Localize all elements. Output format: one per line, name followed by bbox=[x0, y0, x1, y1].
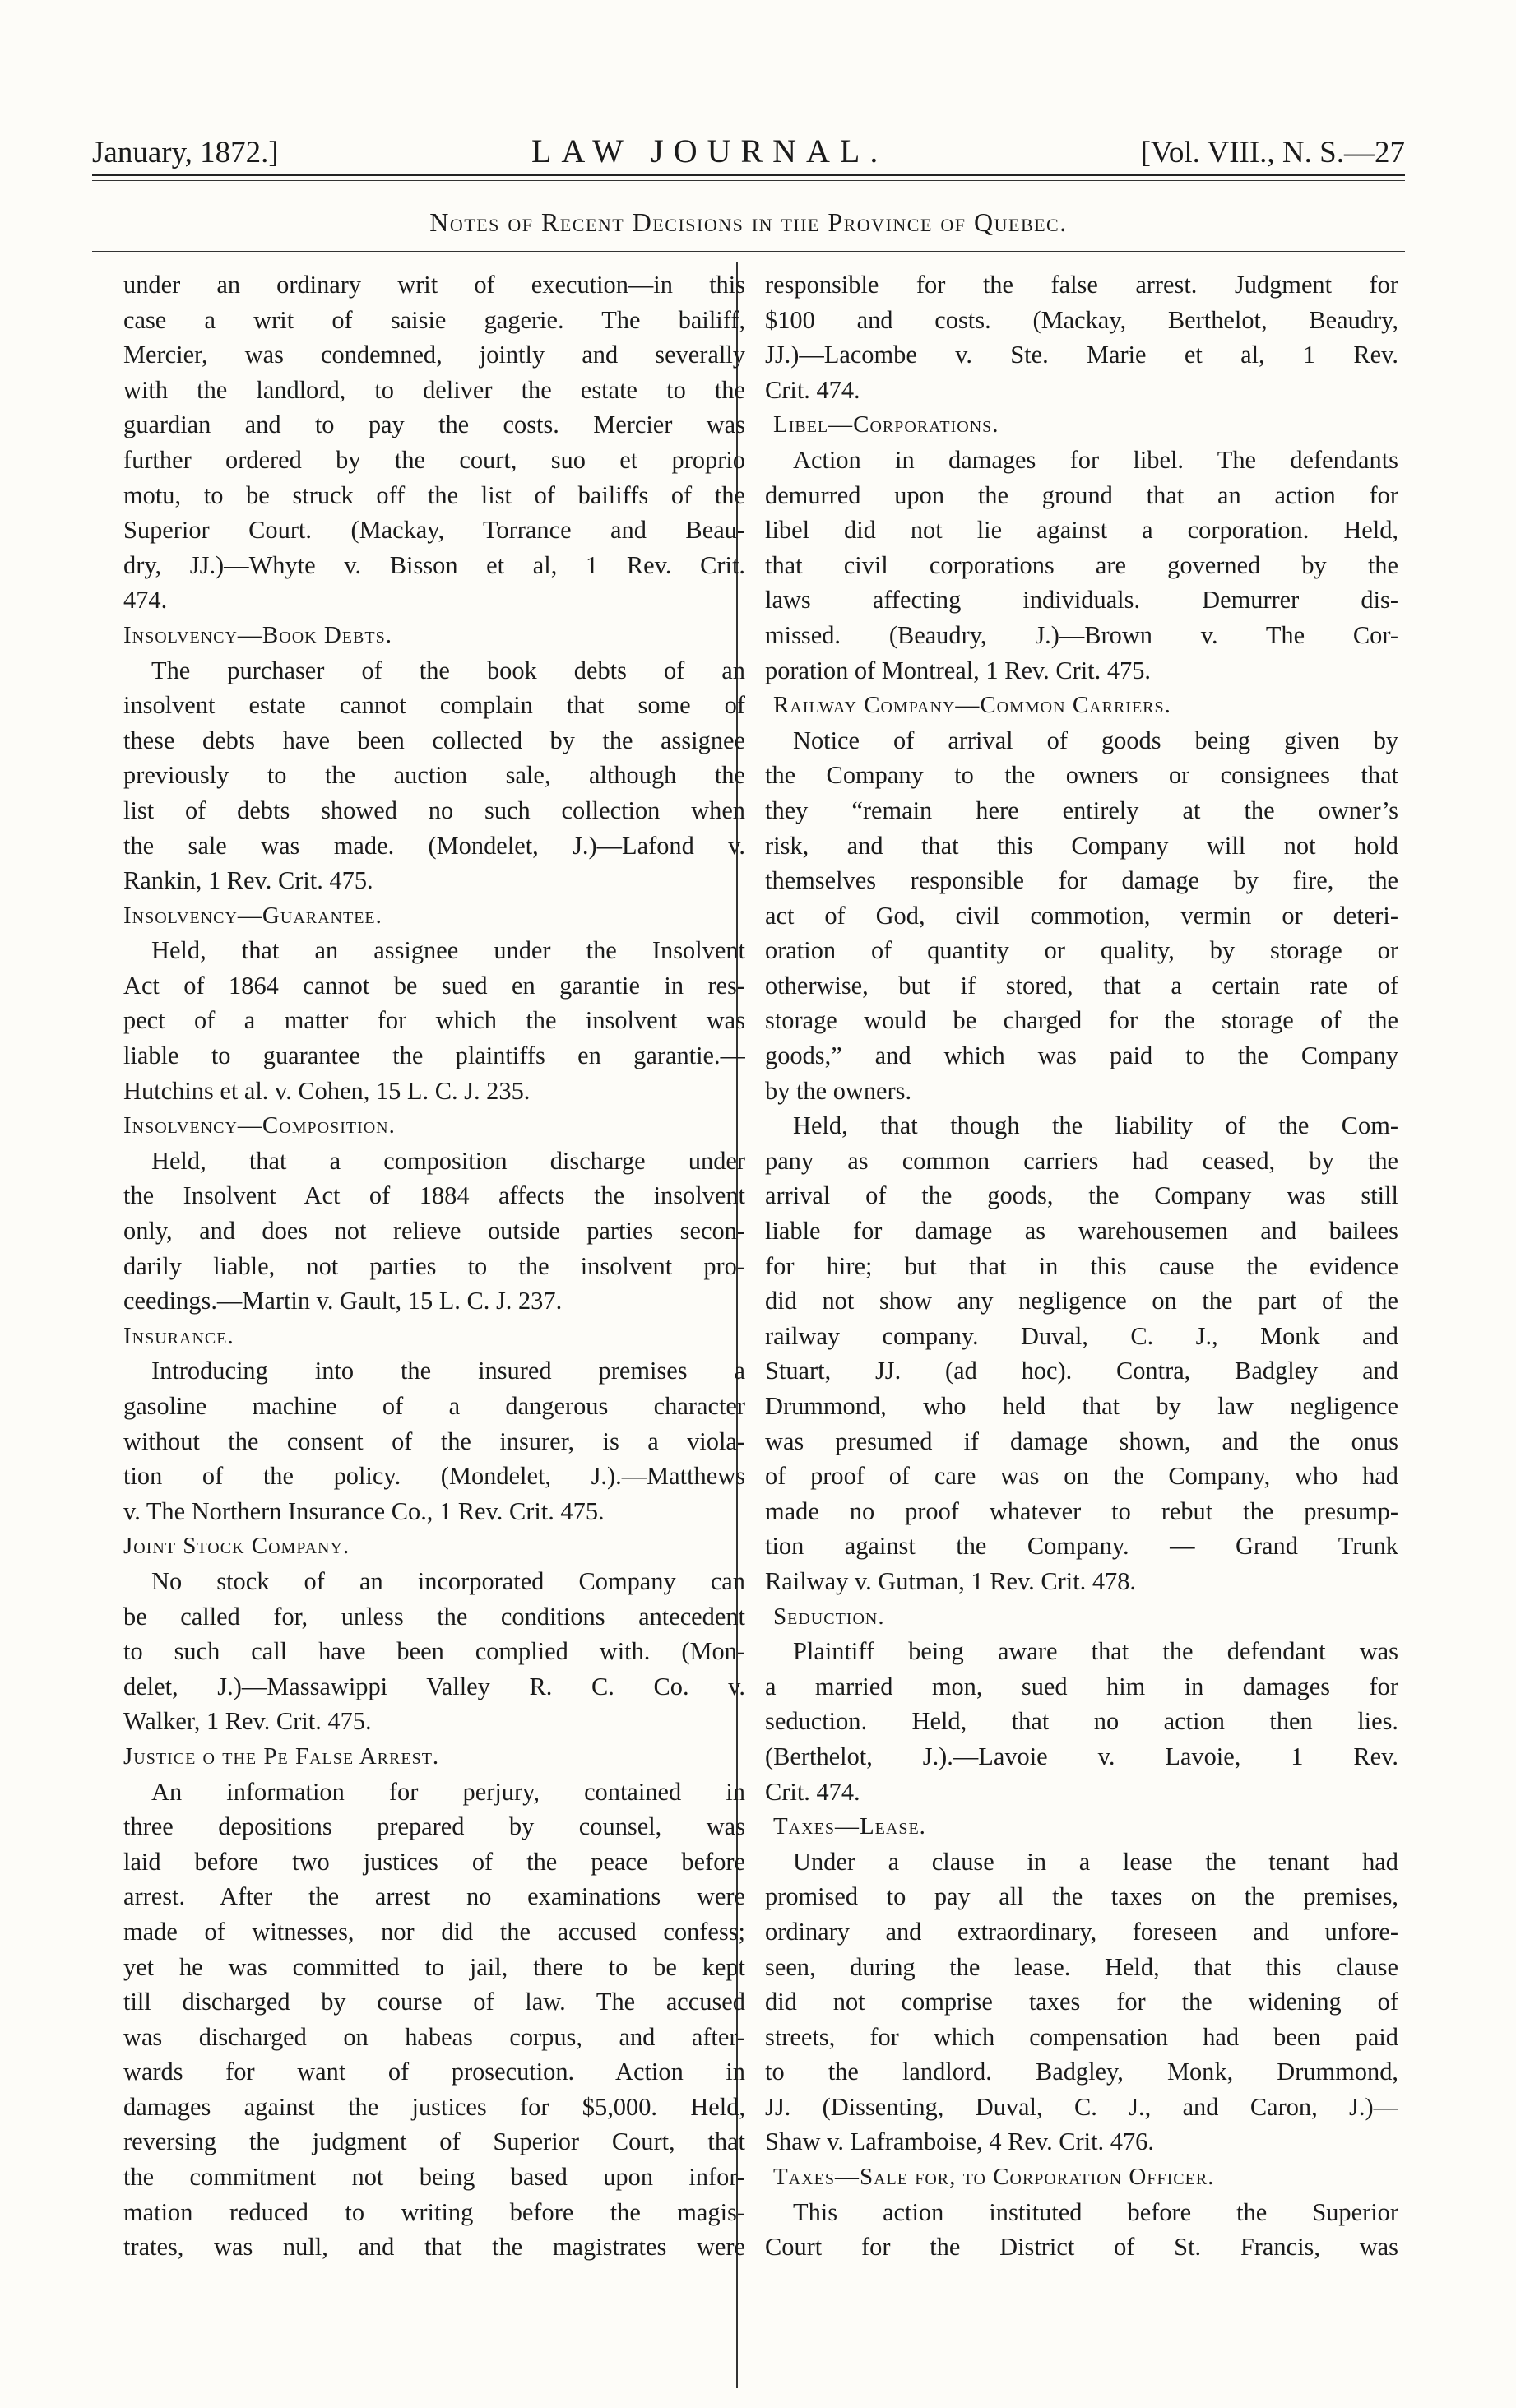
text-line: darily liable, not parties to the insolvent pro- bbox=[123, 1251, 745, 1280]
section-title: Notes of Recent Decisions in the Province of Quebec. bbox=[429, 207, 1068, 237]
text-line: libel did not lie against a corporation. Held, bbox=[765, 516, 1398, 545]
text-line: pect of a matter for which the insolvent was bbox=[123, 1006, 745, 1035]
text-line: JJ.)—Lacombe v. Ste. Marie et al, 1 Rev. bbox=[765, 341, 1398, 369]
journal-title: LAW JOURNAL. bbox=[531, 132, 888, 169]
text-line: An information for perjury, contained in bbox=[151, 1777, 745, 1806]
text-line: made no proof whatever to rebut the presump- bbox=[765, 1496, 1398, 1525]
text-line: gasoline machine of a dangerous character bbox=[123, 1392, 745, 1420]
text-line: The purchaser of the book debts of an bbox=[151, 656, 745, 684]
text-line: This action instituted before the Superior bbox=[793, 2197, 1398, 2226]
text-line: to such call have been complied with. (Mon- bbox=[123, 1637, 745, 1666]
text-line: the sale was made. (Mondelet, J.)—Lafond v. bbox=[123, 831, 745, 860]
text-line: Act of 1864 cannot be sued en garantie in res- bbox=[123, 971, 745, 1000]
text-line: streets, for which compensation had been paid bbox=[765, 2022, 1398, 2051]
header-rule-top bbox=[92, 174, 1405, 176]
case-heading: Justice o the Pe False Arrest. bbox=[123, 1742, 440, 1770]
text-line: that civil corporations are governed by the bbox=[765, 550, 1398, 579]
text-line: Introducing into the insured premises a bbox=[151, 1357, 745, 1385]
text-line: act of God, civil commotion, vermin or deteri- bbox=[765, 901, 1398, 930]
text-line: Held, that an assignee under the Insolvent bbox=[151, 936, 745, 965]
text-line: yet he was committed to jail, there to be kept bbox=[123, 1952, 745, 1981]
text-line: delet, J.)—Massawippi Valley R. C. Co. v. bbox=[123, 1672, 745, 1700]
text-line: Plaintiff being aware that the defendant was bbox=[793, 1637, 1398, 1666]
text-line: list of debts showed no such collection when bbox=[123, 796, 745, 824]
volume-page: [Vol. VIII., N. S.—27 bbox=[1140, 136, 1405, 169]
header-rule-bottom bbox=[92, 180, 1405, 181]
text-line: Held, that a composition discharge under bbox=[151, 1146, 745, 1175]
text-line: under an ordinary writ of execution—in this bbox=[123, 271, 745, 299]
text-line: wards for want of prosecution. Action in bbox=[123, 2058, 745, 2086]
case-heading: Libel—Corporations. bbox=[773, 411, 999, 438]
issue-date: January, 1872.] bbox=[92, 136, 279, 169]
text-line: storage would be charged for the storage of the bbox=[765, 1006, 1398, 1035]
text-line: motu, to be struck off the list of bailiffs of the bbox=[123, 480, 745, 509]
text-line: previously to the auction sale, although the bbox=[123, 761, 745, 790]
text-line: tion against the Company. — Grand Trunk bbox=[765, 1532, 1398, 1561]
text-line: they “remain here entirely at the owner’s bbox=[765, 796, 1398, 824]
text-line: Mercier, was condemned, jointly and severally bbox=[123, 341, 745, 369]
case-heading: Taxes—Sale for, to Corporation Officer. bbox=[773, 2164, 1215, 2191]
text-line: did not show any negligence on the part of the bbox=[765, 1287, 1398, 1315]
text-line: arrival of the goods, the Company was still bbox=[765, 1181, 1398, 1210]
text-line: these debts have been collected by the assignee bbox=[123, 726, 745, 754]
text-line: made of witnesses, nor did the accused confess; bbox=[123, 1917, 745, 1946]
text-line: tion of the policy. (Mondelet, J.).—Matthews bbox=[123, 1462, 745, 1491]
case-heading: Insolvency—Composition. bbox=[123, 1112, 396, 1139]
text-line: arrest. After the arrest no examinations were bbox=[123, 1882, 745, 1911]
text-line: No stock of an incorporated Company can bbox=[151, 1566, 745, 1595]
text-line: Rankin, 1 Rev. Crit. 475. bbox=[123, 866, 373, 895]
text-line: was discharged on habeas corpus, and after- bbox=[123, 2022, 745, 2051]
text-line: liable to guarantee the plaintiffs en garantie.— bbox=[123, 1042, 745, 1070]
text-line: seen, during the lease. Held, that this clause bbox=[765, 1952, 1398, 1981]
text-line: railway company. Duval, C. J., Monk and bbox=[765, 1321, 1398, 1350]
case-heading: Railway Company—Common Carriers. bbox=[773, 692, 1171, 719]
text-line: case a writ of saisie gagerie. The bailiff, bbox=[123, 305, 745, 334]
text-line: by the owners. bbox=[765, 1076, 912, 1105]
case-heading: Insolvency—Guarantee. bbox=[123, 902, 382, 929]
text-line: risk, and that this Company will not hold bbox=[765, 831, 1398, 860]
text-line: laws affecting individuals. Demurrer dis- bbox=[765, 586, 1398, 615]
text-line: further ordered by the court, suo et proprio bbox=[123, 445, 745, 474]
text-line: to the landlord. Badgley, Monk, Drummond, bbox=[765, 2058, 1398, 2086]
text-line: the Insolvent Act of 1884 affects the insolvent bbox=[123, 1181, 745, 1210]
text-line: Notice of arrival of goods being given by bbox=[793, 726, 1398, 754]
text-line: poration of Montreal, 1 Rev. Crit. 475. bbox=[765, 656, 1152, 684]
text-line: 474. bbox=[123, 586, 168, 615]
text-line: missed. (Beaudry, J.)—Brown v. The Cor- bbox=[765, 620, 1398, 649]
text-line: Drummond, who held that by law negligence bbox=[765, 1392, 1398, 1420]
text-line: of proof of care was on the Company, who had bbox=[765, 1462, 1398, 1491]
text-line: responsible for the false arrest. Judgment for bbox=[765, 271, 1398, 299]
text-line: Crit. 474. bbox=[765, 1777, 860, 1806]
text-line: mation reduced to writing before the magis- bbox=[123, 2197, 745, 2226]
text-line: Stuart, JJ. (ad hoc). Contra, Badgley and bbox=[765, 1357, 1398, 1385]
text-line: till discharged by course of law. The accused bbox=[123, 1988, 745, 2016]
text-line: three depositions prepared by counsel, was bbox=[123, 1812, 745, 1841]
text-line: the commitment not being based upon infor- bbox=[123, 2163, 745, 2192]
text-line: dry, JJ.)—Whyte v. Bisson et al, 1 Rev. Crit. bbox=[123, 550, 745, 579]
text-line: for hire; but that in this cause the evidence bbox=[765, 1251, 1398, 1280]
case-heading: Seduction. bbox=[773, 1603, 885, 1630]
text-line: Under a clause in a lease the tenant had bbox=[793, 1847, 1398, 1876]
text-line: $100 and costs. (Mackay, Berthelot, Beaudry, bbox=[765, 305, 1398, 334]
text-line: promised to pay all the taxes on the premises, bbox=[765, 1882, 1398, 1911]
text-line: themselves responsible for damage by fire, the bbox=[765, 866, 1398, 895]
left-column bbox=[123, 267, 745, 2265]
text-line: trates, was null, and that the magistrates were bbox=[123, 2233, 745, 2262]
text-line: reversing the judgment of Superior Court, that bbox=[123, 2127, 745, 2156]
text-line: did not comprise taxes for the widening of bbox=[765, 1988, 1398, 2016]
text-line: Action in damages for libel. The defendants bbox=[793, 445, 1398, 474]
text-line: Shaw v. Laframboise, 4 Rev. Crit. 476. bbox=[765, 2127, 1154, 2156]
text-line: Superior Court. (Mackay, Torrance and Beau- bbox=[123, 516, 745, 545]
text-line: goods,” and which was paid to the Company bbox=[765, 1042, 1398, 1070]
right-column bbox=[765, 267, 1398, 2265]
text-line: oration of quantity or quality, by storage or bbox=[765, 936, 1398, 965]
case-heading: Taxes—Lease. bbox=[773, 1813, 926, 1840]
text-line: a married mon, sued him in damages for bbox=[765, 1672, 1398, 1700]
text-line: insolvent estate cannot complain that some of bbox=[123, 691, 745, 720]
text-line: Crit. 474. bbox=[765, 375, 860, 404]
text-line: laid before two justices of the peace before bbox=[123, 1847, 745, 1876]
text-line: liable for damage as warehousemen and bailees bbox=[765, 1217, 1398, 1246]
case-heading: Joint Stock Company. bbox=[123, 1533, 350, 1560]
section-rule bbox=[92, 251, 1405, 252]
text-line: damages against the justices for $5,000. Held, bbox=[123, 2092, 745, 2121]
text-line: ceedings.—Martin v. Gault, 15 L. C. J. 237. bbox=[123, 1287, 563, 1315]
text-line: (Berthelot, J.).—Lavoie v. Lavoie, 1 Rev. bbox=[765, 1742, 1398, 1770]
text-line: JJ. (Dissenting, Duval, C. J., and Caron, J.)— bbox=[765, 2092, 1398, 2121]
text-line: seduction. Held, that no action then lies. bbox=[765, 1707, 1398, 1736]
text-line: Railway v. Gutman, 1 Rev. Crit. 478. bbox=[765, 1566, 1137, 1595]
case-heading: Insurance. bbox=[123, 1322, 234, 1349]
text-line: with the landlord, to deliver the estate to the bbox=[123, 375, 745, 404]
text-line: Court for the District of St. Francis, was bbox=[765, 2233, 1398, 2262]
text-line: without the consent of the insurer, is a viola- bbox=[123, 1427, 745, 1455]
text-line: v. The Northern Insurance Co., 1 Rev. Crit. 475. bbox=[123, 1496, 605, 1525]
text-line: pany as common carriers had ceased, by the bbox=[765, 1146, 1398, 1175]
text-line: was presumed if damage shown, and the onus bbox=[765, 1427, 1398, 1455]
text-line: Hutchins et al. v. Cohen, 15 L. C. J. 235. bbox=[123, 1076, 531, 1105]
text-line: ordinary and extraordinary, foreseen and unfore- bbox=[765, 1917, 1398, 1946]
text-line: otherwise, but if stored, that a certain rate of bbox=[765, 971, 1398, 1000]
text-line: Held, that though the liability of the Com- bbox=[793, 1111, 1398, 1140]
text-line: only, and does not relieve outside parties secon- bbox=[123, 1217, 745, 1246]
text-line: the Company to the owners or consignees that bbox=[765, 761, 1398, 790]
text-line: guardian and to pay the costs. Mercier was bbox=[123, 411, 745, 439]
text-line: Walker, 1 Rev. Crit. 475. bbox=[123, 1707, 372, 1736]
running-head bbox=[92, 132, 1405, 170]
case-heading: Insolvency—Book Debts. bbox=[123, 621, 392, 648]
text-line: demurred upon the ground that an action for bbox=[765, 480, 1398, 509]
text-line: be called for, unless the conditions antecedent bbox=[123, 1602, 745, 1631]
